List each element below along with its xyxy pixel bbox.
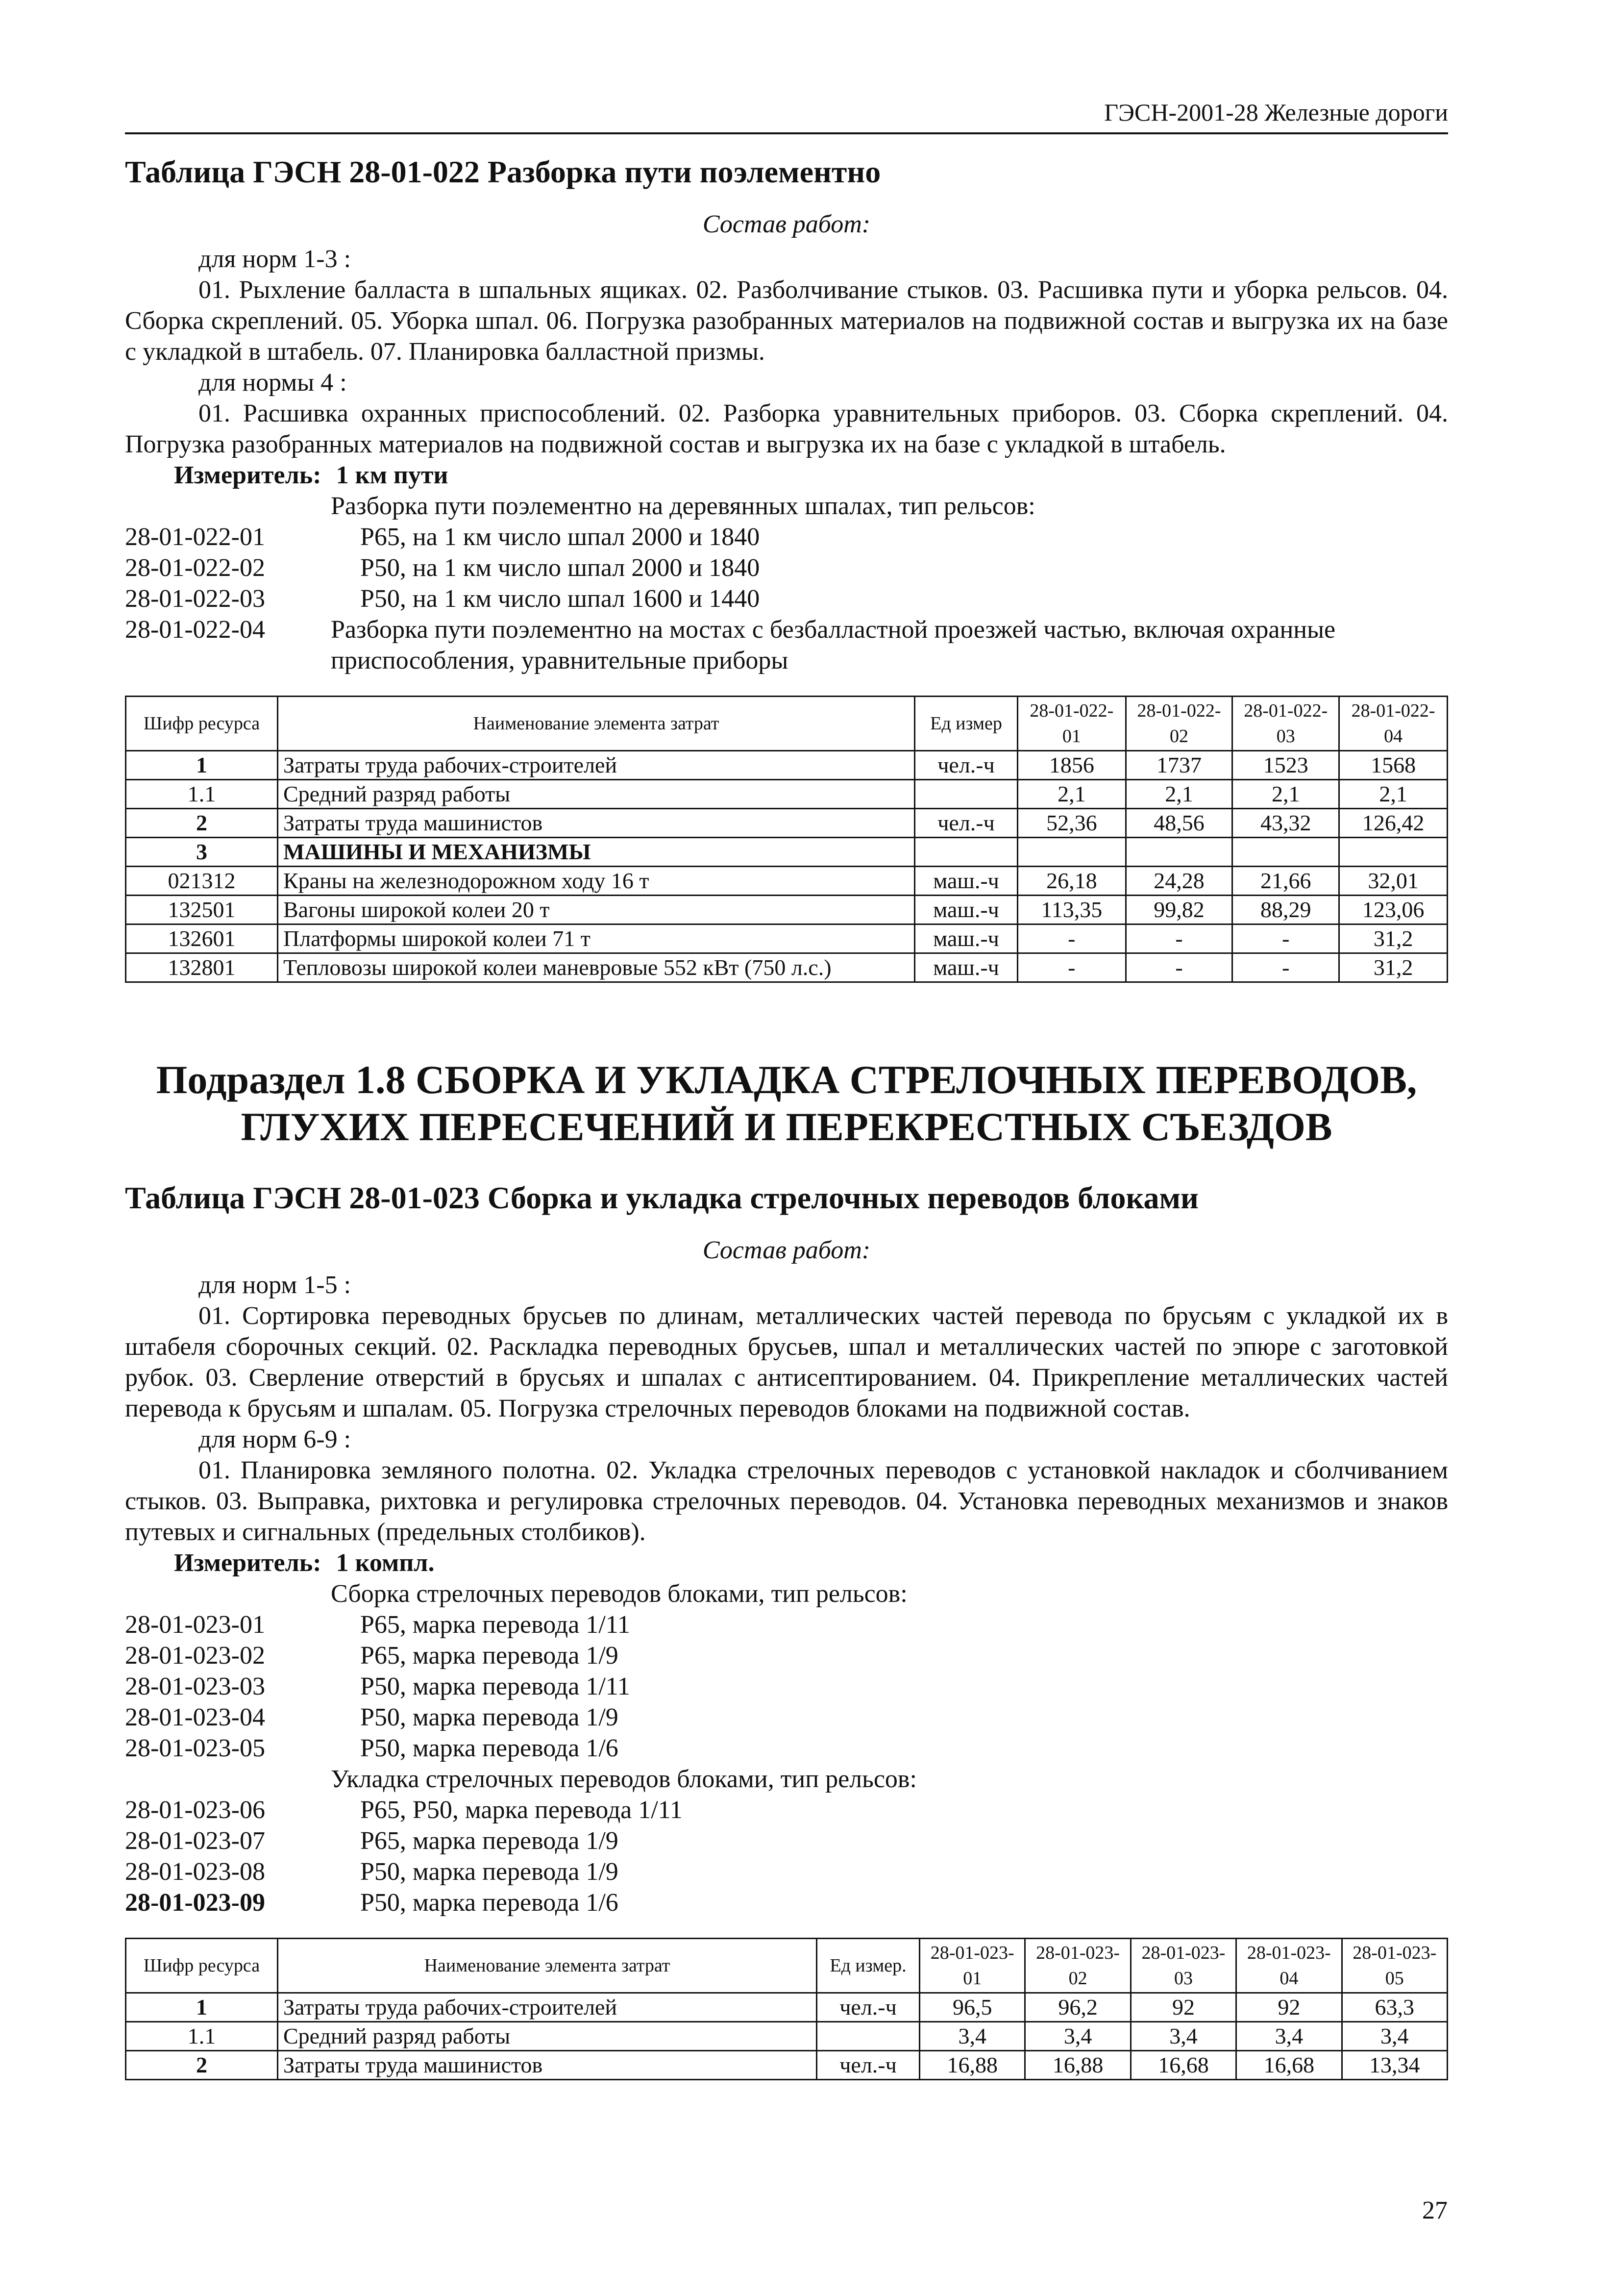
table-row [126, 867, 1448, 896]
norm-row: 28-01-023-05 Р50, марка перевода 1/6 [125, 1734, 618, 1762]
value-cell: 1856 [1018, 751, 1126, 780]
cost-element-cell: Платформы широкой колеи 71 т [278, 924, 915, 953]
value-cell: 63,3 [1342, 1993, 1447, 2022]
table-row [126, 780, 1448, 809]
value-cell: - [1126, 924, 1232, 953]
table-022-title: Таблица ГЭСН 28-01-022 Разборка пути поэлементно [125, 154, 881, 189]
value-cell: 21,66 [1232, 867, 1339, 896]
value-cell: - [1232, 953, 1339, 982]
resource-code-cell: 132501 [126, 896, 278, 924]
cost-element-cell: Средний разряд работы [278, 2022, 817, 2051]
resource-code-cell: 1.1 [126, 2022, 278, 2051]
cost-element-cell: Затраты труда машинистов [278, 809, 915, 838]
table-row [126, 751, 1448, 780]
value-cell: - [1018, 953, 1126, 982]
value-cell: 32,01 [1339, 867, 1448, 896]
cost-element-cell: Краны на железнодорожном ходу 16 т [278, 867, 915, 896]
resource-code-cell: 3 [126, 838, 278, 867]
unit-cell: маш.-ч [915, 924, 1018, 953]
value-cell: 2,1 [1126, 780, 1232, 809]
value-cell: 113,35 [1018, 896, 1126, 924]
value-cell [1232, 838, 1339, 867]
table-header-row: Шифр ресурса Наименование элемента затрат Ед измер 28-01-022-01 28-01-022-02 28-01-022-03 28-01-022-04 [126, 697, 1448, 751]
value-cell: 31,2 [1339, 924, 1448, 953]
unit-cell: маш.-ч [915, 896, 1018, 924]
value-cell: 52,36 [1018, 809, 1126, 838]
composition-label: Состав работ: [702, 1236, 871, 1264]
running-header: ГЭСН-2001-28 Железные дороги [125, 98, 1448, 134]
value-cell: 16,88 [920, 2051, 1025, 2080]
value-cell: 31,2 [1339, 953, 1448, 982]
value-cell: 1523 [1232, 751, 1339, 780]
table-row [126, 2022, 1448, 2051]
value-cell: - [1126, 953, 1232, 982]
value-cell: 123,06 [1339, 896, 1448, 924]
value-cell: 96,5 [920, 1993, 1025, 2022]
cost-element-cell: Затраты труда машинистов [278, 2051, 817, 2080]
value-cell: 2,1 [1339, 780, 1448, 809]
norm-row: 28-01-022-01 Р65, на 1 км число шпал 2000 и 1840 [125, 523, 760, 551]
norm-row: 28-01-023-08 Р50, марка перевода 1/9 [125, 1858, 618, 1886]
value-cell: 92 [1131, 1993, 1236, 2022]
cost-element-cell: Затраты труда рабочих-строителей [278, 1993, 817, 2022]
measure-line: Измеритель: 1 км пути [174, 461, 448, 489]
norm-row: 28-01-023-03 Р50, марка перевода 1/11 [125, 1672, 630, 1700]
value-cell: 3,4 [1236, 2022, 1342, 2051]
table-row [126, 838, 1448, 867]
group-label: для нормы 4 : [198, 369, 347, 397]
work-composition-text: 01. Рыхление балласта в шпальных ящиках. 02. Разболчивание стыков. 03. Расшивка пути и уборка рельсов. 04. Сборка скреплений. 05. Уборка шпал. 06. Погрузка разобранных материалов на подвижной состав и выгрузка их на базе с укладкой в штабель. 07. Планировка балластной призмы. [125, 276, 1448, 366]
value-cell: 96,2 [1025, 1993, 1131, 2022]
unit-cell: чел.-ч [915, 751, 1018, 780]
value-cell: 88,29 [1232, 896, 1339, 924]
resource-code-cell: 132601 [126, 924, 278, 953]
norm-row: 28-01-023-01 Р65, марка перевода 1/11 [125, 1611, 630, 1639]
norm-heading: Разборка пути поэлементно на деревянных шпалах, тип рельсов: [331, 492, 1035, 520]
section-title: Подраздел 1.8 СБОРКА И УКЛАДКА СТРЕЛОЧНЫХ ПЕРЕВОДОВ, ГЛУХИХ ПЕРЕСЕЧЕНИЙ И ПЕРЕКРЕСТНЫХ СЪЕЗДОВ [156, 1057, 1417, 1149]
cost-element-cell: МАШИНЫ И МЕХАНИЗМЫ [278, 838, 915, 867]
norm-row: 28-01-023-09 Р50, марка перевода 1/6 [125, 1889, 618, 1917]
cost-element-cell: Вагоны широкой колеи 20 т [278, 896, 915, 924]
work-composition-text: 01. Расшивка охранных приспособлений. 02. Разборка уравнительных приборов. 03. Сборка скреплений. 04. Погрузка разобранных материалов на подвижной состав и выгрузка их на базе с укладкой в штабель. [125, 399, 1448, 458]
resource-code-cell: 1 [126, 1993, 278, 2022]
value-cell: 48,56 [1126, 809, 1232, 838]
composition-label: Состав работ: [702, 210, 871, 238]
resource-code-cell: 2 [126, 809, 278, 838]
value-cell: 16,68 [1236, 2051, 1342, 2080]
resource-code-cell: 1.1 [126, 780, 278, 809]
unit-cell: чел.-ч [817, 2051, 920, 2080]
norms-list [125, 1578, 1448, 1918]
table-023-title: Таблица ГЭСН 28-01-023 Сборка и укладка стрелочных переводов блоками [125, 1180, 1199, 1215]
value-cell: 92 [1236, 1993, 1342, 2022]
value-cell: 43,32 [1232, 809, 1339, 838]
value-cell: 1737 [1126, 751, 1232, 780]
value-cell: 3,4 [1342, 2022, 1447, 2051]
resource-code-cell: 021312 [126, 867, 278, 896]
work-composition-text: 01. Сортировка переводных брусьев по длинам, металлических частей перевода по брусьям с укладкой их в штабеля сборочных секций. 02. Раскладка переводных брусьев, шпал и металлических частей по эпюре с заготовкой рубок. 03. Сверление отверстий в брусьях и шпалах с антисептированием. 04. Прикрепление металлических частей перевода к брусьям и шпалам. 05. Погрузка стрелочных переводов блоками на подвижной состав. [125, 1302, 1448, 1423]
norm-row: 28-01-022-04 Разборка пути поэлементно на мостах с безбалластной проезжей частью, включая охранные приспособления, уравнительные приборы [125, 616, 1336, 674]
value-cell: - [1018, 924, 1126, 953]
unit-cell: чел.-ч [915, 809, 1018, 838]
unit-cell [915, 780, 1018, 809]
group-label: для норм 1-5 : [198, 1271, 351, 1299]
value-cell: 26,18 [1018, 867, 1126, 896]
value-cell [1018, 838, 1126, 867]
resource-table-023 [125, 1938, 1448, 2080]
value-cell: - [1232, 924, 1339, 953]
resource-table-022 [125, 696, 1448, 983]
table-row [126, 1993, 1448, 2022]
group-label: для норм 1-3 : [198, 245, 351, 273]
page-number: 27 [1422, 2196, 1448, 2224]
table-row [126, 896, 1448, 924]
cost-element-cell: Затраты труда рабочих-строителей [278, 751, 915, 780]
value-cell: 24,28 [1126, 867, 1232, 896]
value-cell: 16,88 [1025, 2051, 1131, 2080]
value-cell: 1568 [1339, 751, 1448, 780]
table-row [126, 953, 1448, 982]
norm-row: 28-01-022-03 Р50, на 1 км число шпал 1600 и 1440 [125, 585, 760, 613]
table-row [126, 924, 1448, 953]
resource-code-cell: 1 [126, 751, 278, 780]
table-row [126, 809, 1448, 838]
value-cell: 3,4 [1131, 2022, 1236, 2051]
document-page [125, 98, 1448, 2080]
norm-heading: Укладка стрелочных переводов блоками, тип рельсов: [331, 1765, 917, 1793]
norm-row: 28-01-023-07 Р65, марка перевода 1/9 [125, 1827, 618, 1855]
value-cell: 16,68 [1131, 2051, 1236, 2080]
table-header-row: Шифр ресурса Наименование элемента затрат Ед измер. 28-01-023-01 28-01-023-02 28-01-023-03 28-01-023-04 28-01-023-05 [126, 1939, 1448, 1993]
unit-cell: чел.-ч [817, 1993, 920, 2022]
cost-element-cell: Средний разряд работы [278, 780, 915, 809]
value-cell: 13,34 [1342, 2051, 1447, 2080]
value-cell [1339, 838, 1448, 867]
value-cell: 2,1 [1232, 780, 1339, 809]
measure-line: Измеритель: 1 компл. [174, 1549, 435, 1577]
resource-code-cell: 132801 [126, 953, 278, 982]
unit-cell: маш.-ч [915, 867, 1018, 896]
unit-cell [817, 2022, 920, 2051]
norm-row: 28-01-022-02 Р50, на 1 км число шпал 2000 и 1840 [125, 554, 760, 582]
norms-list [125, 491, 1448, 676]
cost-element-cell: Тепловозы широкой колеи маневровые 552 кВт (750 л.с.) [278, 953, 915, 982]
table-row [126, 2051, 1448, 2080]
value-cell: 126,42 [1339, 809, 1448, 838]
unit-cell: маш.-ч [915, 953, 1018, 982]
value-cell: 2,1 [1018, 780, 1126, 809]
group-label: для норм 6-9 : [198, 1425, 351, 1453]
value-cell: 3,4 [1025, 2022, 1131, 2051]
resource-code-cell: 2 [126, 2051, 278, 2080]
unit-cell [915, 838, 1018, 867]
value-cell [1126, 838, 1232, 867]
norm-row: 28-01-023-04 Р50, марка перевода 1/9 [125, 1703, 618, 1731]
norm-row: 28-01-023-06 Р65, Р50, марка перевода 1/11 [125, 1796, 683, 1824]
value-cell: 99,82 [1126, 896, 1232, 924]
work-composition-text: 01. Планировка земляного полотна. 02. Укладка стрелочных переводов с установкой накладок и сболчиванием стыков. 03. Выправка, рихтовка и регулировка стрелочных переводов. 04. Установка переводных механизмов и знаков путевых и сигнальных (предельных столбиков). [125, 1456, 1448, 1546]
norm-row: 28-01-023-02 Р65, марка перевода 1/9 [125, 1642, 618, 1670]
norm-heading: Сборка стрелочных переводов блоками, тип рельсов: [331, 1580, 908, 1608]
value-cell: 3,4 [920, 2022, 1025, 2051]
